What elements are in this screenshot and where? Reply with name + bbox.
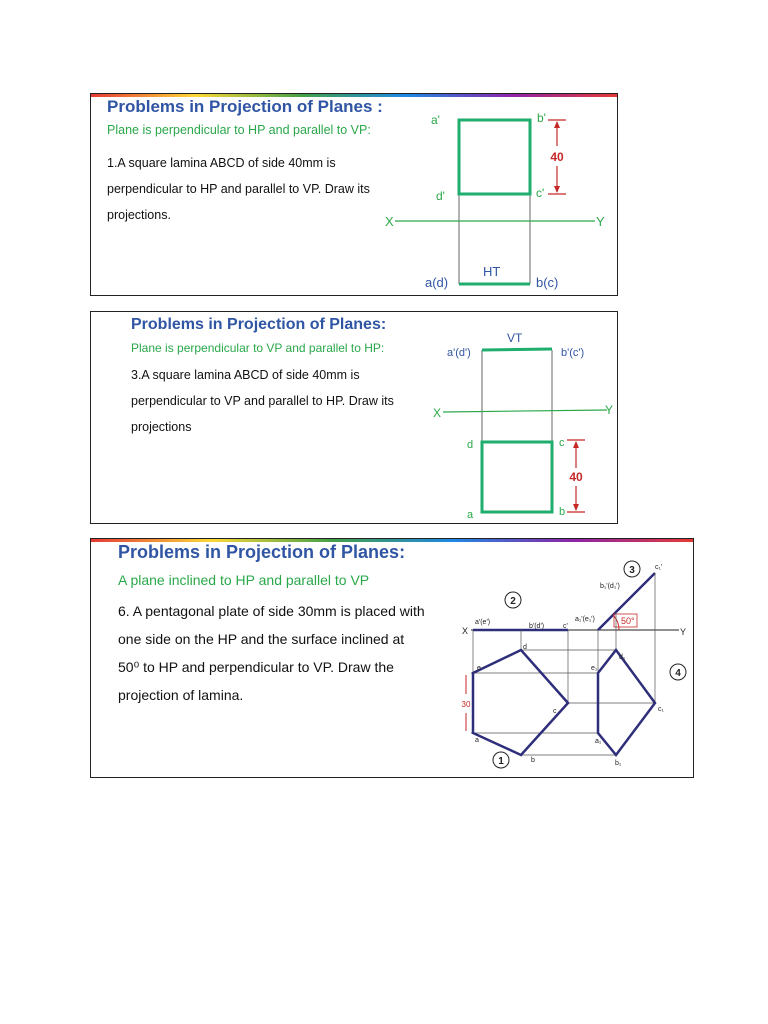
step-marker-3	[624, 561, 640, 577]
label-e1: e₁	[591, 665, 598, 672]
front-view-square	[459, 120, 530, 194]
problem-line: perpendicular to HP and parallel to VP. Draw its	[107, 182, 370, 196]
step-number: 2	[510, 596, 516, 607]
panel-3-title: Problems in Projection of Planes:	[118, 542, 406, 562]
panel-2-drawing	[431, 322, 617, 522]
label-c1: c₁	[658, 706, 664, 713]
step-marker-2	[505, 592, 521, 608]
y-label: Y	[680, 627, 687, 637]
label-d: d	[523, 644, 527, 651]
dimension-arrow	[554, 186, 560, 193]
dimension-label: 40	[569, 470, 583, 484]
panel-3-subtitle: A plane inclined to HP and parallel to VP	[118, 572, 370, 588]
panel-1-title: Problems in Projection of Planes :	[107, 97, 383, 116]
label-a: a	[467, 509, 474, 521]
vt-line	[482, 349, 552, 350]
label-b: b	[531, 757, 535, 764]
label-bd-prime: b'(d')	[529, 623, 545, 630]
label-a: a	[475, 737, 479, 744]
label-b-prime: b'	[537, 111, 546, 125]
label-c1-prime: c₁'	[655, 564, 663, 571]
projected-pentagon	[598, 650, 655, 755]
label-c: c	[553, 708, 557, 715]
step-marker-4	[670, 664, 686, 680]
ht-label: HT	[483, 264, 501, 279]
label-c: c	[559, 437, 565, 449]
dimension-label: 40	[550, 150, 564, 164]
label-b1: b₁	[615, 760, 622, 767]
label-b1d1-prime: b₁'(d₁')	[600, 583, 620, 590]
panel-1-drawing	[381, 104, 617, 294]
problem-line: 3.A square lamina ABCD of side 40mm is	[131, 368, 360, 382]
step-number: 4	[675, 668, 681, 679]
label-a1: a₁	[595, 738, 602, 745]
step-marker-1	[493, 752, 509, 768]
problem-line: projection of lamina.	[118, 687, 244, 703]
angle-label: 50°	[621, 616, 635, 626]
x-label: X	[385, 214, 394, 229]
xy-reference-line	[443, 410, 607, 412]
x-label: X	[433, 406, 442, 420]
panel-2-subtitle: Plane is perpendicular to VP and parallel to HP:	[131, 341, 385, 355]
true-shape-pentagon	[473, 650, 568, 755]
panel-1	[90, 93, 618, 296]
problem-line: projections.	[107, 208, 171, 222]
y-label: Y	[596, 214, 605, 229]
label-ae-prime: a'(e')	[475, 619, 491, 626]
dimension-arrow	[573, 504, 579, 511]
projector-lines	[473, 573, 655, 703]
problem-line: one side on the HP and the surface inclined at	[118, 631, 405, 647]
step-number: 1	[498, 756, 504, 767]
label-c-prime: c'	[563, 623, 568, 630]
problem-line: 6. A pentagonal plate of side 30mm is placed with	[118, 603, 425, 619]
panel-3	[90, 538, 694, 778]
panel-3-drawing	[459, 553, 691, 775]
label-e: e	[477, 665, 481, 672]
label-d: d	[467, 439, 474, 451]
dimension-arrow	[554, 121, 560, 128]
problem-line: projections	[131, 420, 192, 434]
label-b-c-prime: b'(c')	[561, 347, 585, 359]
panel-1-problem-text	[107, 150, 387, 228]
x-label: X	[462, 626, 469, 636]
label-a-d: a(d)	[425, 275, 449, 290]
dimension-arrow	[573, 441, 579, 448]
panel-3-problem-text	[118, 597, 452, 709]
label-b: b	[559, 506, 566, 518]
dimension-label: 30	[461, 700, 471, 709]
label-a1e1-prime: a₁'(e₁')	[575, 616, 595, 623]
panel-1-subtitle: Plane is perpendicular to HP and parallel to VP:	[107, 123, 371, 137]
panel-2-problem-text	[131, 362, 413, 440]
panel-2-title: Problems in Projection of Planes:	[131, 316, 387, 333]
step-number: 3	[629, 565, 635, 576]
problem-line: 50⁰ to HP and perpendicular to VP. Draw the	[118, 659, 394, 675]
problem-line: 1.A square lamina ABCD of side 40mm is	[107, 156, 336, 170]
label-b-c: b(c)	[536, 275, 559, 290]
label-c-prime: c'	[536, 186, 545, 200]
label-a-prime: a'	[431, 113, 440, 127]
problem-line: perpendicular to VP and parallel to HP. Draw its	[131, 394, 394, 408]
label-a-d-prime: a'(d')	[447, 347, 471, 359]
vt-label: VT	[507, 331, 523, 345]
panel-2	[90, 311, 618, 524]
label-d1: d₁	[619, 654, 626, 661]
label-d-prime: d'	[436, 189, 445, 203]
top-view-square	[482, 442, 552, 512]
y-label: Y	[605, 403, 614, 417]
